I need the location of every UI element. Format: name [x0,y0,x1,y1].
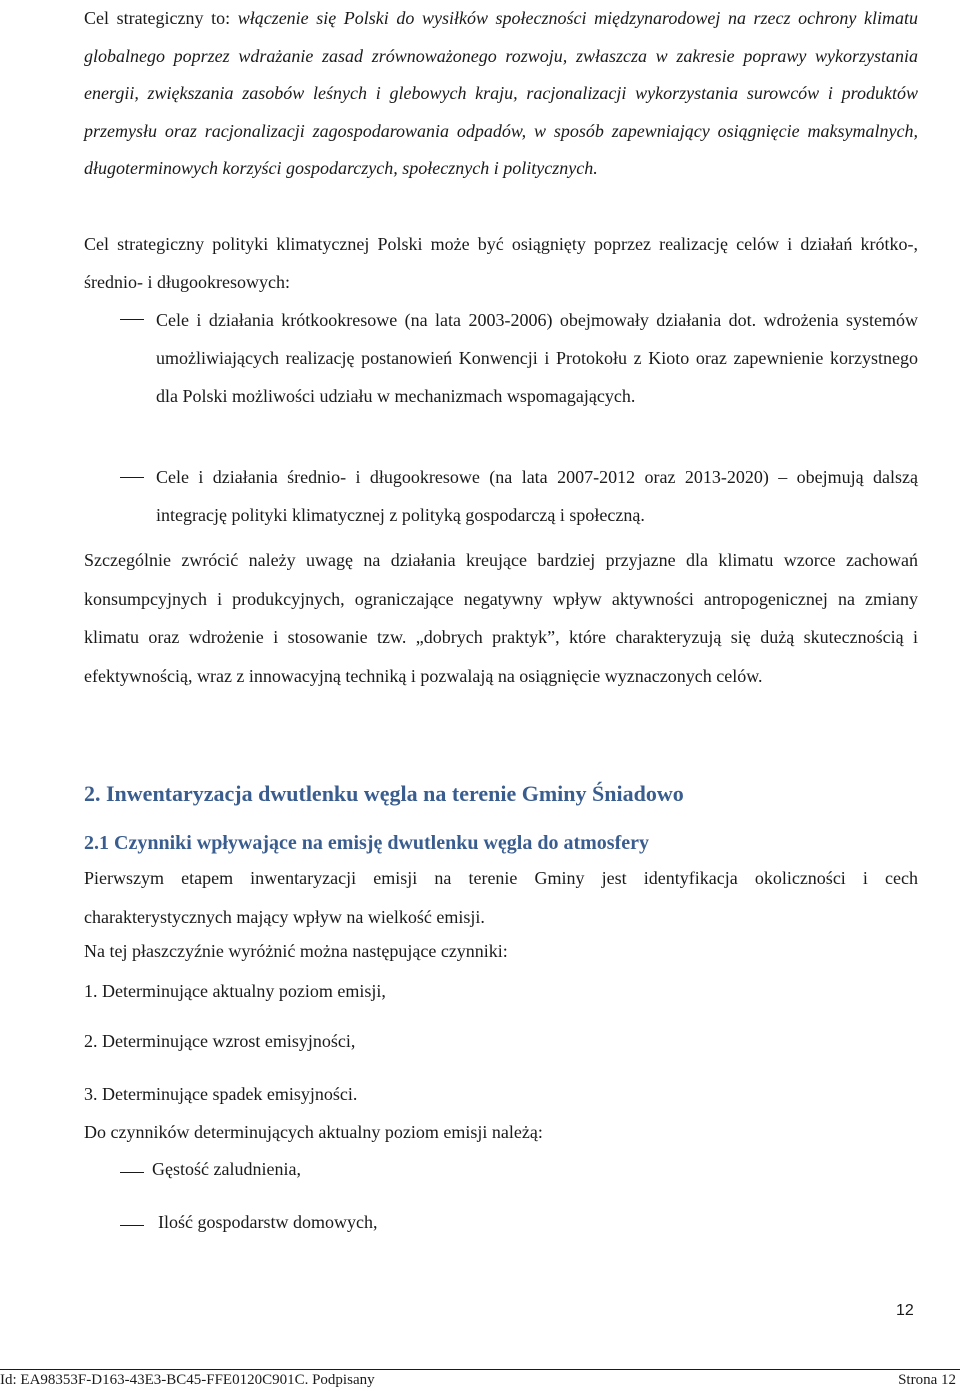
bullet-mid-long-term: Cele i działania średnio- i długookresowe (na lata 2007-2012 oraz 2013-2020) – obejmują dalszą integrację polityki klimatycznej z polityką gospodarczą i społeczną. [156,467,918,525]
intro-paragraph [84,0,918,188]
factor-item: 2. Determinujące wzrost emisyjności, [84,1031,356,1051]
dash-bullet-icon [120,477,144,478]
footer-page-label: Strona 12 [898,1372,956,1388]
factor-item: 3. Determinujące spadek emisyjności. [84,1084,358,1104]
section-heading-2: 2. Inwentaryzacja dwutlenku węgla na terenie Gminy Śniadowo [84,781,684,806]
first-stage-paragraph: Pierwszym etapem inwentaryzacji emisji na terenie Gminy jest identyfikacja okoliczności i cech charakterystycznych mający wpływ na wielkość emisji. [84,868,918,927]
footer-divider [0,1369,960,1370]
current-factors-intro: Do czynników determinujących aktualny poziom emisji należą: [84,1122,543,1142]
intro-goal: włączenie się Polski do wysiłków społeczności międzynarodowej na rzecz ochrony klimatu globalnego poprzez wdrażanie zasad zrównoważonego rozwoju, zwłaszcza w zakresie poprawy wykorzystania energii, zwiększania zasobów leśnych i glebowych kraju, racjonalizacji wykorzystania surowców i produktów przemysłu oraz racjonalizacji zagospodarowania odpadów, w sposób zapewniający osiągnięcie maksymalnych, długoterminowych korzyści gospodarczych, społecznych i politycznych. [84,8,918,179]
dash-bullet-icon [120,1225,144,1226]
section-heading-2-1: 2.1 Czynniki wpływające na emisję dwutlenku węgla do atmosfery [84,832,649,854]
dash-bullet-icon [120,319,144,320]
bullet-short-term: Cele i działania krótkookresowe (na lata 2003-2006) obejmowały działania dot. wdrożenia systemów umożliwiających realizację postanowień Konwencji i Protokołu z Kioto oraz zapewnienie korzystnego dla Polski możliwości udziału w mechanizmach wspomagających. [156,310,918,406]
factors-intro: Na tej płaszczyźnie wyróżnić można następujące czynniki: [84,941,508,961]
special-paragraph: Szczególnie zwrócić należy uwagę na działania kreujące bardziej przyjazne dla klimatu wzorce zachowań konsumpcyjnych i produkcyjnych, ograniczające negatywny wpływ aktywności antropogenicznej na zmiany klimatu oraz wdrożenie i stosowanie tzw. „dobrych praktyk”, które charakteryzują się dużą skutecznością i efektywnością, wraz z innowacyjną techniką i pozwalają na osiągnięcie wyznaczonych celów. [84,550,918,686]
footer-document-id: Id: EA98353F-D163-43E3-BC45-FFE0120C901C. Podpisany [0,1372,375,1388]
factor-item: 1. Determinujące aktualny poziom emisji, [84,981,386,1001]
dash-bullet-icon [120,1172,144,1173]
page-number: 12 [896,1302,914,1319]
intro-label: Cel strategiczny to: [84,8,231,28]
strategy-paragraph: Cel strategiczny polityki klimatycznej Polski może być osiągnięty poprzez realizację celów i działań krótko-, średnio- i długookresowych: [84,234,918,292]
current-factor-item: Ilość gospodarstw domowych, [158,1212,378,1232]
current-factor-item: Gęstość zaludnienia, [152,1159,301,1179]
